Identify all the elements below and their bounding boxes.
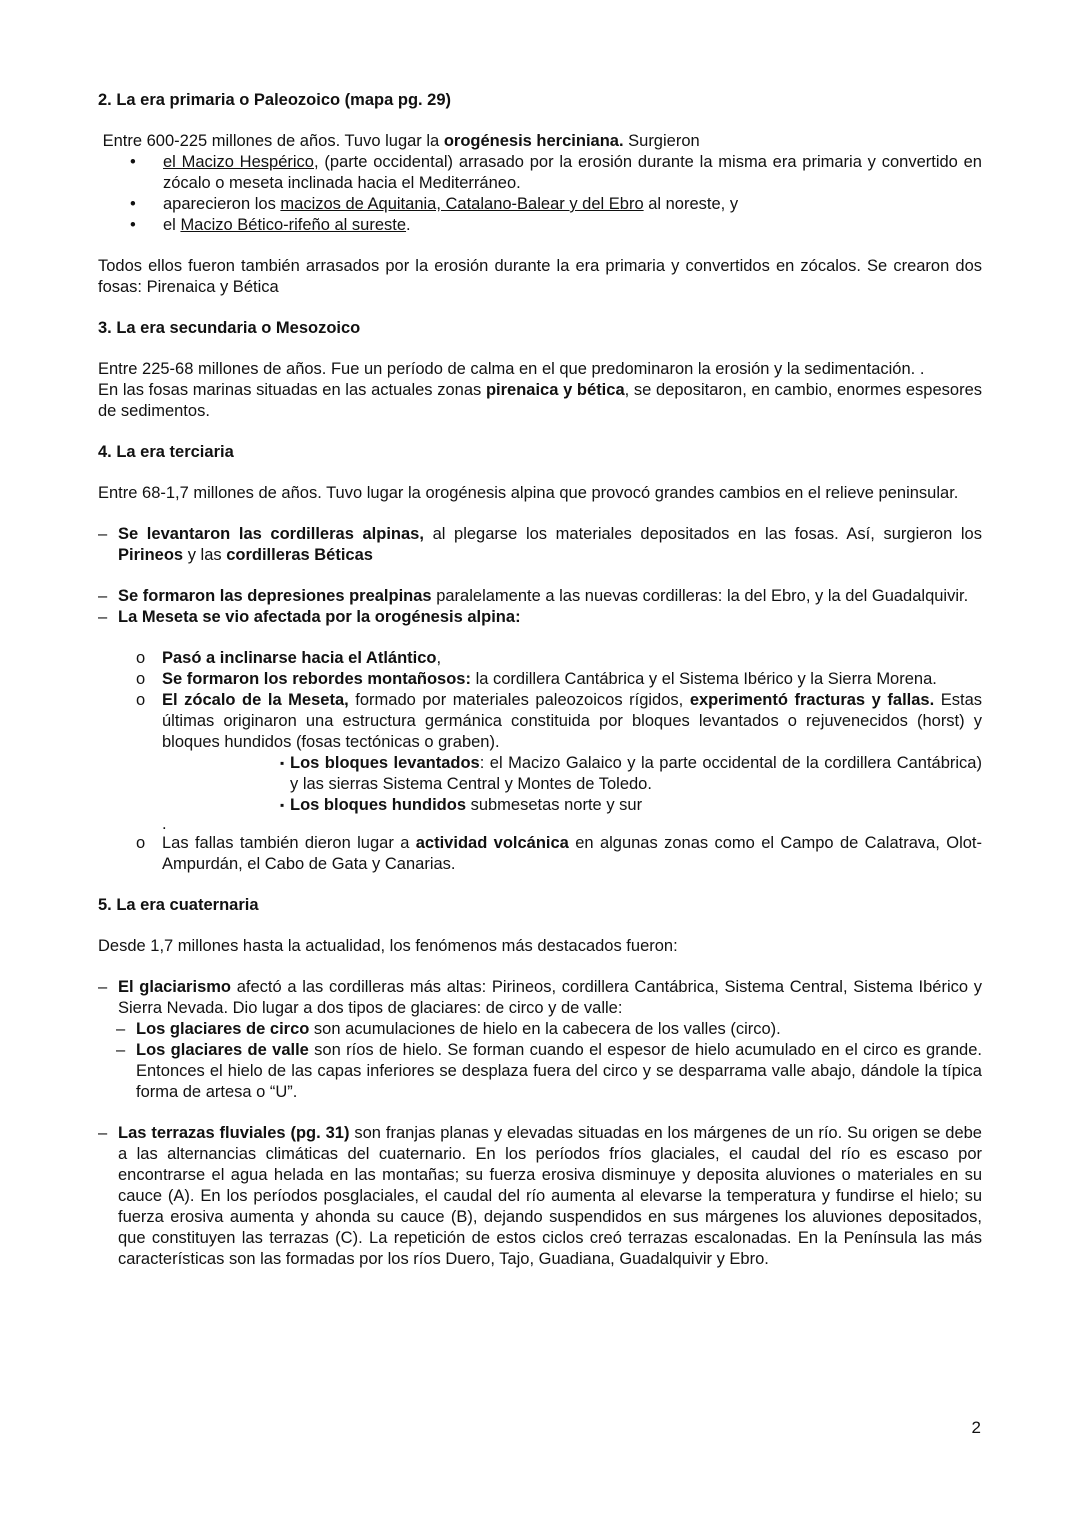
dash-item: – Se levantaron las cordilleras alpinas, al plegarse los materiales depositados en las fosas. Así, surgieron los Pirineos y las cordilleras Béticas (98, 524, 982, 566)
square-bullet-icon: ▪ (280, 798, 285, 812)
circle-item: o Pasó a inclinarse hacia el Atlántico, (136, 649, 442, 667)
document-body (98, 90, 982, 1270)
square-bullet-icon: ▪ (280, 756, 285, 770)
section-2-list (130, 152, 982, 236)
page-number: 2 (971, 1418, 981, 1437)
section-3-paragraph-2: En las fosas marinas situadas en las actuales zonas pirenaica y bética, se depositaron, en cambio, enormes espesores de sedimentos. (98, 381, 982, 420)
dash-item: – Se formaron las depresiones prealpinas paralelamente a las nuevas cordilleras: la del Ebro, y la del Guadalquivir. (98, 586, 982, 607)
circle-bullet-icon: o (136, 691, 146, 709)
circle-bullet-icon: o (136, 649, 146, 667)
section-2-title: 2. La era primaria o Paleozoico (mapa pg. 29) (98, 91, 452, 109)
dash-subitem: – Los glaciares de circo son acumulaciones de hielo en la cabecera de los valles (circo). (116, 1019, 982, 1040)
list-item: • el Macizo Hespérico, (parte occidental) arrasado por la erosión durante la misma era primaria y convertido en zócalo o meseta inclinada hacia el Mediterráneo. (130, 152, 982, 194)
section-2-outro: Todos ellos fueron también arrasados por la erosión durante la era primaria y convertidos en zócalos. Se crearon dos fosas: Pirenaica y Bética (98, 257, 982, 296)
section-5-intro: Desde 1,7 millones hasta la actualidad, los fenómenos más destacados fueron: (98, 937, 678, 955)
circle-bullet-icon: o (136, 670, 146, 688)
section-3-paragraph-1: Entre 225-68 millones de años. Fue un período de calma en el que predominaron la erosión y la sedimentación. . (98, 360, 925, 378)
section-3-title: 3. La era secundaria o Mesozoico (98, 319, 361, 337)
circle-item: o Se formaron los rebordes montañosos: la cordillera Cantábrica y el Sistema Ibérico y la Sierra Morena. (136, 670, 937, 688)
list-item: • aparecieron los macizos de Aquitania, Catalano-Balear y del Ebro al noreste, y (130, 194, 982, 215)
section-4-title: 4. La era terciaria (98, 443, 234, 461)
list-item: • el Macizo Bético-rifeño al sureste. (130, 215, 982, 236)
circle-item: o Las fallas también dieron lugar a actividad volcánica en algunas zonas como el Campo de Calatrava, Olot-Ampurdán, el Cabo de Gata y Canarias. (136, 834, 983, 873)
dash-subitem: – Los glaciares de valle son ríos de hielo. Se forman cuando el espesor de hielo acumulado en el circo es grande. Entonces el hielo de las capas inferiores se desplaza fuera del circo y se desparrama valle abajo, dándole la típica forma de artesa o “U”. (116, 1040, 982, 1103)
stray-dot: . (162, 815, 167, 833)
section-2-intro: Entre 600-225 millones de años. Tuvo lugar la orogénesis herciniana. Surgieron (102, 132, 700, 150)
section-4-intro: Entre 68-1,7 millones de años. Tuvo lugar la orogénesis alpina que provocó grandes cambios en el relieve peninsular. (98, 484, 959, 502)
section-5-title: 5. La era cuaternaria (98, 896, 259, 914)
square-item: ▪ Los bloques hundidos submesetas norte y sur (280, 796, 643, 814)
dash-item: – El glaciarismo afectó a las cordilleras más altas: Pirineos, cordillera Cantábrica, Sistema Central, Sistema Ibérico y Sierra Nevada. Dio lugar a dos tipos de glaciares: de circo y de valle: (98, 977, 982, 1019)
circle-item: o El zócalo de la Meseta, formado por materiales paleozoicos rígidos, experimentó fracturas y fallas. Estas últimas originaron una estructura germánica constituida por bloques levantados o rejuvenecidos (horst) y bloques hundidos (fosas tectónicas o graben). (136, 691, 982, 751)
dash-item: – La Meseta se vio afectada por la orogénesis alpina: (98, 607, 982, 628)
circle-bullet-icon: o (136, 834, 146, 852)
dash-item: – Las terrazas fluviales (pg. 31) son franjas planas y elevadas situadas en los márgenes de un río. Su origen se debe a las alternancias climáticas del cuaternario. En los períodos fríos glaciales, el caudal del río es escaso por encontrarse el agua helada en las montañas; su fuerza erosiva disminuye y deposita aluviones o materiales en su cauce (A). En los períodos posglaciales, el caudal del río aumenta al elevarse la temperatura y fundirse el hielo; su fuerza erosiva aumenta y ahonda su cauce (B), dejando suspendidos en sus márgenes los aluviones depositados, que constituyen las terrazas (C). La repetición de estos ciclos creó terrazas escalonadas. En la Península las más características son las formadas por los ríos Duero, Tajo, Guadiana, Guadalquivir y Ebro. (98, 1123, 982, 1270)
square-item: ▪ Los bloques levantados: el Macizo Galaico y la parte occidental de la cordillera Cantábrica) y las sierras Sistema Central y Montes de Toledo. (280, 754, 982, 793)
